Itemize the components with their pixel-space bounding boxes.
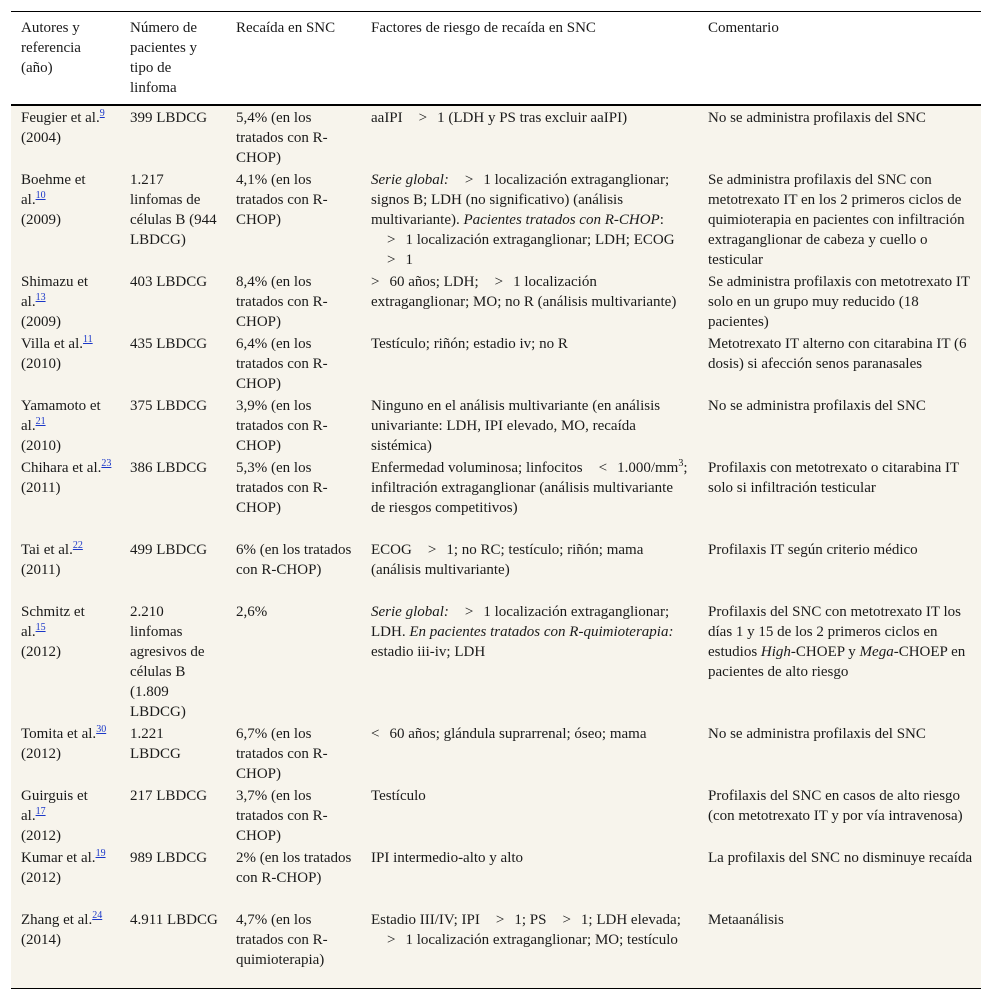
reference-link[interactable]: 21 [35,416,46,427]
year: (2012) [21,870,61,886]
table-row [11,722,981,784]
author-cell [11,600,120,722]
table-row [11,538,981,600]
risk-factors-cell: IPI intermedio-alto y alto [371,850,524,866]
year: (2012) [21,828,61,844]
risk-factors-cell: Ninguno en el análisis multivariante (en análisis univariante: LDH, IPI elevado, MO, recaída sistémica) [371,398,661,454]
table-row [11,105,981,168]
author-name: Zhang et al. [21,912,93,928]
year: (2012) [21,746,61,762]
author-cell [11,332,120,394]
greater-than: > [464,604,474,620]
relapse-cell: 6,4% (en los tratados con R-CHOP) [236,336,328,392]
factor-text: 60 años; LDH; [389,274,479,290]
table-row [11,168,981,270]
risk-factors-cell [361,105,698,168]
factor-text: 1 localización extraganglionar; MO; testículo [405,932,678,948]
factor-text: : [659,212,664,228]
superscript: 3 [678,458,684,469]
year: (2011) [21,562,61,578]
reference-link[interactable]: 24 [92,910,103,921]
relapse-cell: 3,7% (en los tratados con R-CHOP) [236,788,328,844]
risk-table-container [11,11,981,989]
greater-than: > [427,542,437,558]
table-row [11,332,981,394]
comment-cell: Profilaxis IT según criterio médico [708,542,918,558]
less-than: < [371,726,380,742]
comment-text: -CHOEP y [790,644,856,660]
table-row [11,908,981,989]
patients-cell: 403 LBDCG [130,274,208,290]
relapse-cell: 3,9% (en los tratados con R-CHOP) [236,398,328,454]
factor-text: 1 localización extraganglionar; LDH. [371,604,670,640]
risk-factors-cell [361,270,698,332]
year: (2010) [21,438,61,454]
header-relapse: Recaída en SNC [226,12,361,106]
factor-text: 1 [405,252,413,268]
risk-factors-cell [361,722,698,784]
reference-link[interactable]: 30 [96,724,107,735]
risk-factors-cell [361,456,698,538]
patients-cell: 499 LBDCG [130,542,208,558]
relapse-cell: 6,7% (en los tratados con R-CHOP) [236,726,328,782]
table-row [11,394,981,456]
reference-link[interactable]: 9 [99,108,105,119]
author-cell [11,270,120,332]
comment-cell: Profilaxis del SNC en casos de alto riesgo (con metotrexato IT y por vía intravenosa) [708,788,963,824]
greater-than: > [494,274,504,290]
greater-than: > [387,252,396,268]
comment-cell: No se administra profilaxis del SNC [708,398,926,414]
risk-factors-cell: Testículo [371,788,426,804]
comment-italic: High [760,644,791,660]
comment-cell: La profilaxis del SNC no disminuye recaída [708,850,973,866]
greater-than: > [562,912,571,928]
reference-link[interactable]: 17 [35,806,46,817]
patients-cell: 217 LBDCG [130,788,208,804]
relapse-cell: 2% (en los tratados con R-CHOP) [236,850,352,886]
reference-link[interactable]: 13 [35,292,46,303]
greater-than: > [371,274,380,290]
comment-cell [698,600,981,722]
patients-cell: 989 LBDCG [130,850,208,866]
comment-cell: No se administra profilaxis del SNC [708,110,926,126]
factor-text: 1 localización extraganglionar; MO; no R (análisis multivariante) [371,274,677,310]
patients-cell: 1.221 LBDCG [130,726,181,762]
factor-italic: Serie global: [371,604,449,620]
author-name: Boehme et al. [21,172,86,208]
patients-cell: 4.911 LBDCG [130,912,218,928]
header-patients: Número de pacientes y tipo de linfoma [120,12,226,106]
patients-cell: 399 LBDCG [130,110,208,126]
factor-italic: Pacientes tratados con R-CHOP [463,212,660,228]
greater-than: > [418,110,428,126]
comment-italic: Mega [859,644,894,660]
year: (2012) [21,644,61,660]
table-row [11,784,981,846]
year: (2014) [21,932,61,948]
author-cell [11,846,120,908]
table-row [11,456,981,538]
author-name: Tai et al. [21,542,73,558]
author-cell [11,105,120,168]
factor-text: ECOG [371,542,412,558]
reference-link[interactable]: 10 [35,190,46,201]
relapse-cell: 4,7% (en los tratados con R-quimioterapia) [236,912,328,968]
reference-link[interactable]: 11 [83,334,93,345]
factor-text: Enfermedad voluminosa; linfocitos [371,460,583,476]
year: (2009) [21,314,61,330]
reference-link[interactable]: 23 [101,458,112,469]
factor-text: 1; LDH elevada; [580,912,681,928]
header-authors: Autores y referencia (año) [11,12,120,106]
table-row [11,600,981,722]
author-name: Tomita et al. [21,726,97,742]
comment-cell: Profilaxis con metotrexato o citarabina IT solo si infiltración testicular [708,460,959,496]
factor-text: aaIPI [371,110,403,126]
factor-text: 1; PS [514,912,547,928]
comment-text: -CHOEP en pacientes de alto riesgo [708,644,966,680]
author-cell [11,394,120,456]
relapse-cell: 5,3% (en los tratados con R-CHOP) [236,460,328,516]
patients-cell: 375 LBDCG [130,398,208,414]
patients-cell: 435 LBDCG [130,336,208,352]
factor-italic: Serie global: [371,172,449,188]
author-name: Villa et al. [21,336,83,352]
author-cell [11,908,120,989]
reference-link[interactable]: 19 [95,848,106,859]
cns-relapse-table [11,11,981,989]
author-cell [11,538,120,600]
risk-factors-cell [361,168,698,270]
author-cell [11,456,120,538]
header-comment: Comentario [698,12,981,106]
year: (2009) [21,212,61,228]
author-name: Feugier et al. [21,110,100,126]
factor-text: 1 localización extraganglionar; signos B; LDH (no significativo) (análisis multivariante). [371,172,670,228]
author-name: Shimazu et al. [21,274,89,310]
factor-text: 1 (LDH y PS tras excluir aaIPI) [437,110,628,126]
factor-text: 1.000/mm [617,460,679,476]
comment-cell: Se administra profilaxis con metotrexato IT solo en un grupo muy reducido (18 pacientes) [708,274,970,330]
table-header [11,12,981,106]
greater-than: > [387,932,396,948]
relapse-cell: 5,4% (en los tratados con R-CHOP) [236,110,328,166]
factor-text: ; infiltración extraganglionar (análisis multivariante de riesgos competitivos) [371,460,688,516]
factor-text: 1; no RC; testículo; riñón; mama (análisis multivariante) [371,542,644,578]
author-cell [11,722,120,784]
patients-cell: 1.217 linfomas de células B (944 LBDCG) [130,172,217,248]
author-name: Kumar et al. [21,850,96,866]
header-row [11,12,981,106]
relapse-cell: 8,4% (en los tratados con R-CHOP) [236,274,328,330]
author-cell [11,784,120,846]
risk-factors-cell: Testículo; riñón; estadio iv; no R [371,336,568,352]
table-row [11,270,981,332]
factor-text: estadio iii-iv; LDH [371,644,486,660]
factor-italic: En pacientes tratados con R-quimioterapia: [409,624,674,640]
factor-text: 60 años; glándula suprarrenal; óseo; mama [389,726,647,742]
less-than: < [598,460,608,476]
comment-text: Profilaxis del SNC con metotrexato IT los días 1 y 15 de los 2 primeros ciclos en estudios [708,604,962,660]
greater-than: > [495,912,505,928]
patients-cell: 386 LBDCG [130,460,208,476]
comment-cell: Metotrexato IT alterno con citarabina IT (6 dosis) si afección senos paranasales [708,336,967,372]
header-risk-factors: Factores de riesgo de recaída en SNC [361,12,698,106]
relapse-cell: 6% (en los tratados con R-CHOP) [236,542,352,578]
factor-text: Estadio III/IV; IPI [371,912,480,928]
table-body [11,105,981,989]
reference-link[interactable]: 22 [72,540,83,551]
year: (2011) [21,480,61,496]
table-row [11,846,981,908]
author-name: Yamamoto et al. [21,398,101,434]
risk-factors-cell [361,538,698,600]
author-name: Chihara et al. [21,460,102,476]
comment-cell: No se administra profilaxis del SNC [708,726,926,742]
comment-cell: Se administra profilaxis del SNC con metotrexato IT en los 2 primeros ciclos de quimioterapia en pacientes con infiltración extraganglionar de cabeza y cuello o testicular [708,172,965,268]
year: (2010) [21,356,61,372]
relapse-cell: 4,1% (en los tratados con R-CHOP) [236,172,328,228]
patients-cell: 2.210 linfomas agresivos de células B (1.809 LBDCG) [130,604,205,720]
author-cell [11,168,120,270]
greater-than: > [387,232,396,248]
greater-than: > [464,172,474,188]
risk-factors-cell [361,600,698,722]
comment-cell: Metaanálisis [708,912,784,928]
author-name: Guirguis et al. [21,788,88,824]
author-name: Schmitz et al. [21,604,85,640]
year: (2004) [21,130,61,146]
reference-link[interactable]: 15 [35,622,46,633]
factor-text: 1 localización extraganglionar; LDH; ECOG [405,232,675,248]
risk-factors-cell [361,908,698,989]
relapse-cell: 2,6% [236,604,268,620]
